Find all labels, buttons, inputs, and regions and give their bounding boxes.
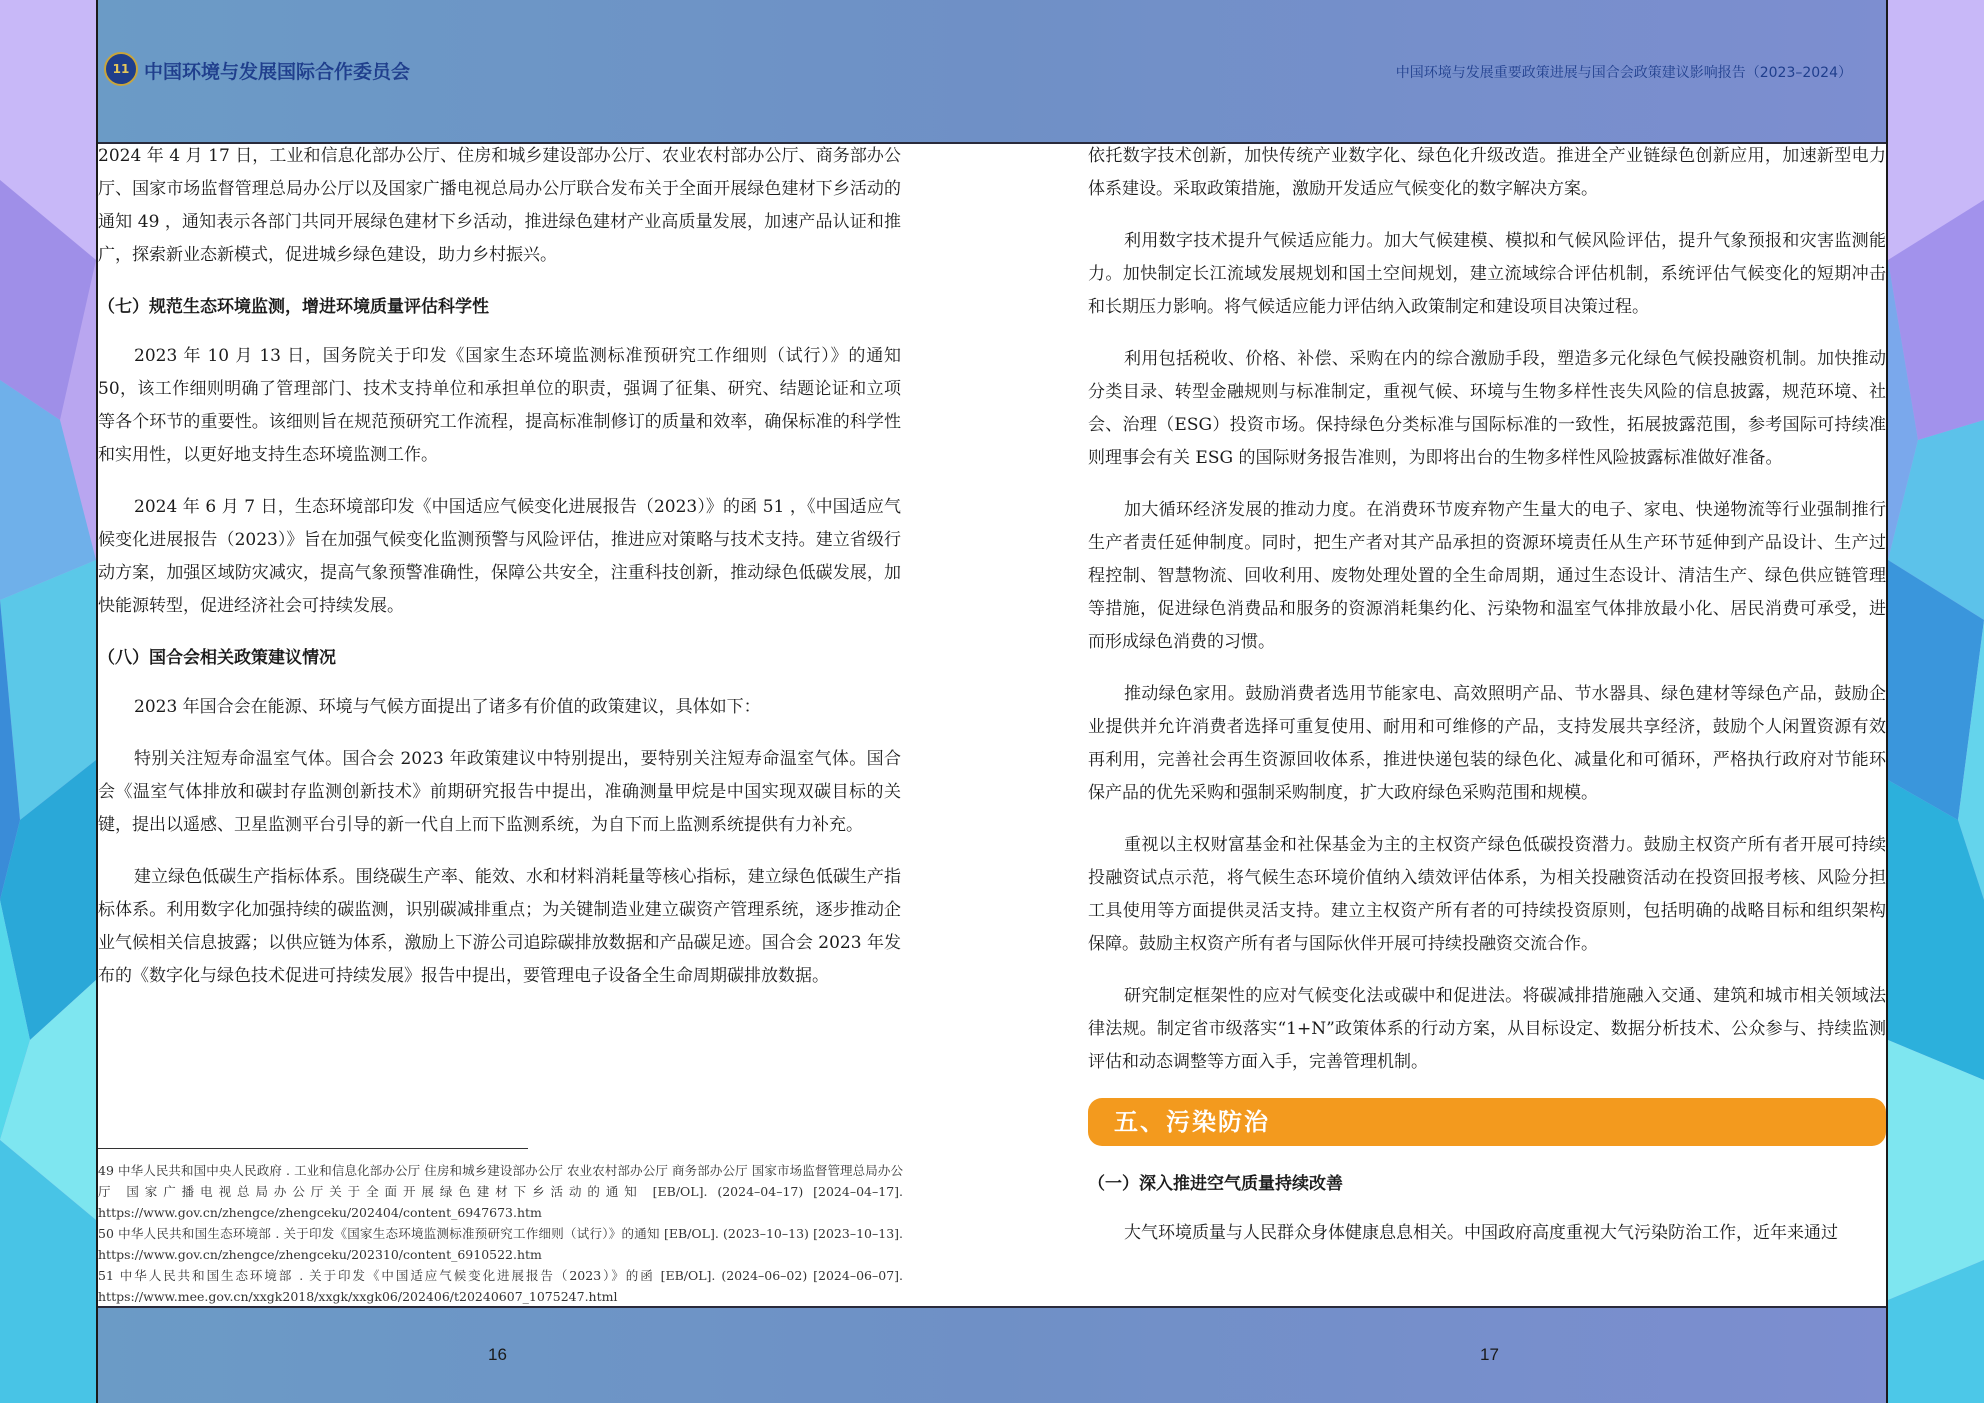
paragraph: 2023 年国合会在能源、环境与气候方面提出了诸多有价值的政策建议，具体如下：: [134, 697, 761, 717]
paragraph: 利用数字技术提升气候适应能力。加大气候建模、模拟和气候风险评估，提升气象预报和灾害监测能力。加快制定长江流域发展规划和国土空间规划，建立流域综合评估机制，系统评估气候变化的短期冲击和长期压力影响。将气候适应能力评估纳入政策制定和建设项目决策过程。: [1088, 231, 1886, 317]
paragraph: 重视以主权财富基金和社保基金为主的主权资产绿色低碳投资潜力。鼓励主权资产所有者开展可持续投融资试点示范，将气候生态环境价值纳入绩效评估体系，为相关投融资活动在投资回报考核、风险分担工具使用等方面提供灵活支持。建立主权资产所有者的可持续投资原则，包括明确的战略目标和组织架构保障。鼓励主权资产所有者与国际伙伴开展可持续投融资交流合作。: [1088, 835, 1886, 954]
page-number-left: 16: [488, 1345, 507, 1364]
paragraph: 依托数字技术创新，加快传统产业数字化、绿色化升级改造。推进全产业链绿色创新应用，加速新型电力体系建设。采取政策措施，激励开发适应气候变化的数字解决方案。: [1088, 146, 1886, 199]
org-logo: 11: [104, 52, 138, 86]
section-heading: （八）国合会相关政策建议情况: [98, 648, 336, 668]
footnote[interactable]: 50 中华人民共和国生态环境部 . 关于印发《国家生态环境监测标准预研究工作细则（试行）》的通知 [EB/OL]. (2023–10–13) [2023–10–13]. https://www.gov.cn/zhengce/zhengceku/202310/content_6910522.htm: [98, 1226, 903, 1262]
header-band: [98, 0, 1886, 144]
right-page-body: [1088, 140, 1886, 1310]
report-title: 中国环境与发展重要政策进展与国合会政策建议影响报告（2023–2024）: [1395, 65, 1852, 81]
section-heading: （一）深入推进空气质量持续改善: [1088, 1174, 1343, 1194]
section-banner: 五、污染防治: [1088, 1098, 1886, 1146]
left-decoration: [0, 0, 96, 1403]
paragraph: 特别关注短寿命温室气体。国合会 2023 年政策建议中特别提出，要特别关注短寿命温室气体。国合会《温室气体排放和碳封存监测创新技术》前期研究报告中提出，准确测量甲烷是中国实现双碳目标的关键，提出以遥感、卫星监测平台引导的新一代自上而下监测系统，为自下而上监测系统提供有力补充。: [98, 749, 901, 835]
paragraph: 研究制定框架性的应对气候变化法或碳中和促进法。将碳减排措施融入交通、建筑和城市相关领域法律法规。制定省市级落实“1+N”政策体系的行动方案，从目标设定、数据分析技术、公众参与、持续监测评估和动态调整等方面入手，完善管理机制。: [1088, 986, 1886, 1072]
footer-band: [98, 1306, 1886, 1403]
footnote[interactable]: 51 中华人民共和国生态环境部 . 关于印发《中国适应气候变化进展报告（2023）》的函 [EB/OL]. (2024–06–02) [2024–06–07]. https://www.mee.gov.cn/xxgk2018/xxgk/xxgk06/202406/t20240607_1075247.html: [98, 1268, 903, 1304]
paragraph: 建立绿色低碳生产指标体系。围绕碳生产率、能效、水和材料消耗量等核心指标，建立绿色低碳生产指标体系。利用数字化加强持续的碳监测，识别碳减排重点；为关键制造业建立碳资产管理系统，逐步推动企业气候相关信息披露；以供应链为体系，激励上下游公司追踪碳排放数据和产品碳足迹。国合会 2023 年发布的《数字化与绿色技术促进可持续发展》报告中提出，要管理电子设备全生命周期碳排放数据。: [98, 867, 901, 986]
page-number-right: 17: [1480, 1345, 1499, 1364]
paragraph: 2024 年 6 月 7 日，生态环境部印发《中国适应气候变化进展报告（2023）》的函 51 ，《中国适应气候变化进展报告（2023）》旨在加强气候变化监测预警与风险评估，推进应对策略与技术支持。建立省级行动方案，加强区域防灾减灾，提高气象预警准确性，保障公共安全，注重科技创新，推动绿色低碳发展，加快能源转型，促进经济社会可持续发展。: [98, 497, 901, 616]
footnote[interactable]: 49 中华人民共和国中央人民政府 . 工业和信息化部办公厅 住房和城乡建设部办公厅 农业农村部办公厅 商务部办公厅 国家市场监督管理总局办公厅 国家广播电视总局办公厅关于全面开展绿色建材下乡活动的通知 [EB/OL]. (2024–04–17) [2024–04–17]. https://www.gov.cn/zhengce/zhengceku/202404/content_6947673.htm: [98, 1163, 903, 1220]
paragraph: 加大循环经济发展的推动力度。在消费环节废弃物产生量大的电子、家电、快递物流等行业强制推行生产者责任延伸制度。同时，把生产者对其产品承担的资源环境责任从生产环节延伸到产品设计、生产过程控制、智慧物流、回收利用、废物处理处置的全生命周期，通过生态设计、清洁生产、绿色供应链管理等措施，促进绿色消费品和服务的资源消耗集约化、污染物和温室气体排放最小化、居民消费可承受，进而形成绿色消费的习惯。: [1088, 500, 1886, 652]
footnote-divider: [98, 1148, 528, 1149]
paragraph: 2023 年 10 月 13 日，国务院关于印发《国家生态环境监测标准预研究工作细则（试行）》的通知 50，该工作细则明确了管理部门、技术支持单位和承担单位的职责，强调了征集、研究、结题论证和立项等各个环节的重要性。该细则旨在规范预研究工作流程，提高标准制修订的质量和效率，确保标准的科学性和实用性，以更好地支持生态环境监测工作。: [98, 346, 901, 465]
right-decoration: [1888, 0, 1984, 1403]
org-name: 中国环境与发展国际合作委员会: [144, 61, 411, 83]
document-spread: [96, 0, 1888, 1403]
paragraph: 推动绿色家用。鼓励消费者选用节能家电、高效照明产品、节水器具、绿色建材等绿色产品，鼓励企业提供并允许消费者选择可重复使用、耐用和可维修的产品，支持发展共享经济，鼓励个人闲置资源有效再利用，完善社会再生资源回收体系，推进快递包装的绿色化、减量化和可循环，严格执行政府对节能环保产品的优先采购和强制采购制度，扩大政府绿色采购范围和规模。: [1088, 684, 1886, 803]
footnotes: [98, 1160, 903, 1308]
paragraph: 利用包括税收、价格、补偿、采购在内的综合激励手段，塑造多元化绿色气候投融资机制。加快推动分类目录、转型金融规则与标准制定，重视气候、环境与生物多样性丧失风险的信息披露，规范环境、社会、治理（ESG）投资市场。保持绿色分类标准与国际标准的一致性，拓展披露范围，参考国际可持续准则理事会有关 ESG 的国际财务报告准则，为即将出台的生物多样性风险披露标准做好准备。: [1088, 349, 1886, 468]
left-page-body: [98, 140, 901, 1310]
paragraph: 2024 年 4 月 17 日，工业和信息化部办公厅、住房和城乡建设部办公厅、农业农村部办公厅、商务部办公厅、国家市场监督管理总局办公厅以及国家广播电视总局办公厅联合发布关于全面开展绿色建材下乡活动的通知 49 ，通知表示各部门共同开展绿色建材下乡活动，推进绿色建材产业高质量发展，加速产品认证和推广，探索新业态新模式，促进城乡绿色建设，助力乡村振兴。: [98, 146, 901, 265]
paragraph: 大气环境质量与人民群众身体健康息息相关。中国政府高度重视大气污染防治工作，近年来通过: [1124, 1223, 1838, 1243]
section-heading: （七）规范生态环境监测，增进环境质量评估科学性: [98, 297, 489, 317]
